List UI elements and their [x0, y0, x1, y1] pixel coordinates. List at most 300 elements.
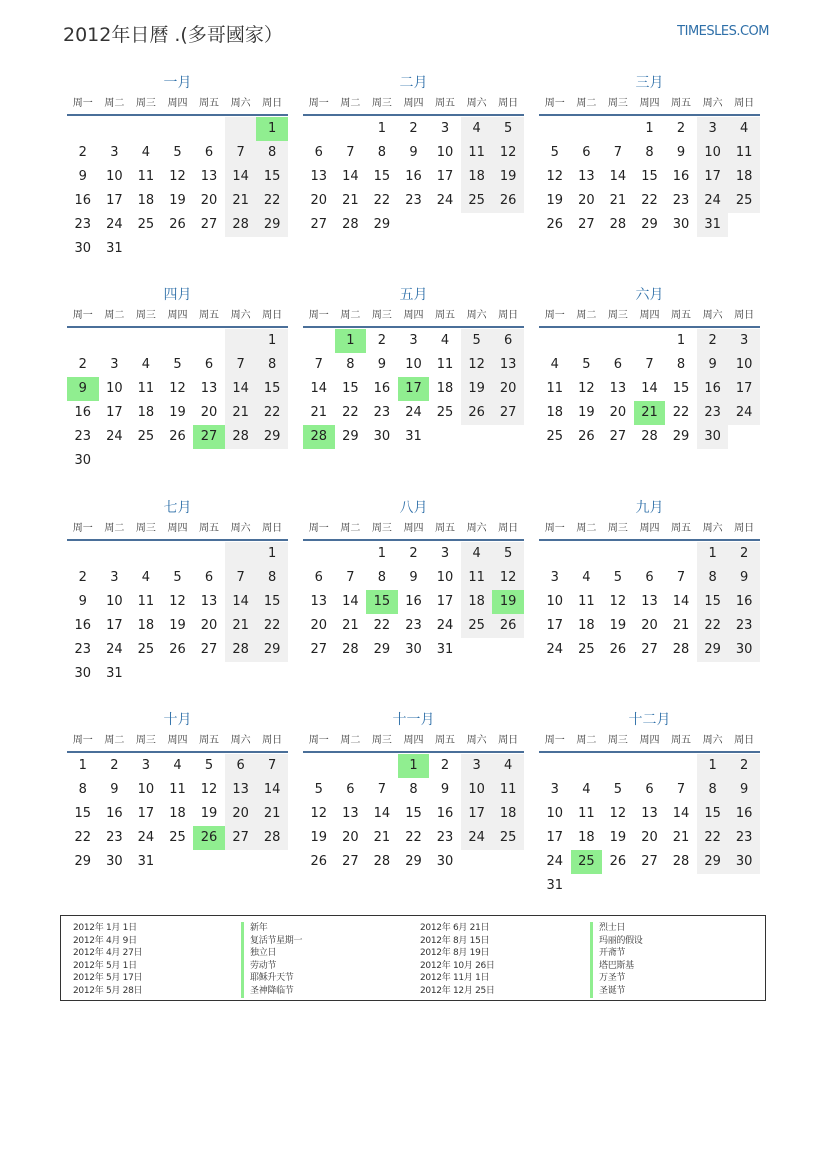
day-cell[interactable]: 3: [697, 117, 729, 141]
day-cell[interactable]: 15: [256, 165, 288, 189]
day-cell[interactable]: 28: [256, 826, 288, 850]
day-cell[interactable]: 21: [225, 189, 257, 213]
day-cell[interactable]: 31: [137, 854, 155, 869]
day-cell[interactable]: 25: [571, 850, 603, 874]
day-cell[interactable]: 31: [436, 642, 454, 657]
day-cell[interactable]: 16: [373, 381, 391, 396]
day-cell[interactable]: 2: [728, 754, 760, 778]
day-cell[interactable]: 20: [225, 802, 257, 826]
day-cell[interactable]: 5: [550, 145, 559, 160]
day-cell[interactable]: 12: [492, 141, 524, 165]
day-cell[interactable]: 2: [78, 570, 87, 585]
day-cell[interactable]: 7: [256, 754, 288, 778]
day-cell[interactable]: 25: [461, 614, 493, 638]
day-cell[interactable]: 28: [342, 217, 359, 232]
day-cell[interactable]: 12: [609, 806, 627, 821]
day-cell[interactable]: 4: [461, 542, 493, 566]
day-cell[interactable]: 30: [74, 666, 92, 681]
day-cell[interactable]: 14: [641, 381, 658, 396]
day-cell[interactable]: 3: [550, 570, 559, 585]
day-cell[interactable]: 14: [225, 590, 257, 614]
day-cell[interactable]: 27: [578, 217, 595, 232]
day-cell[interactable]: 28: [225, 425, 257, 449]
day-cell[interactable]: 19: [609, 618, 627, 633]
day-cell[interactable]: 11: [578, 594, 595, 609]
day-cell[interactable]: 12: [169, 594, 186, 609]
day-cell[interactable]: 16: [74, 618, 92, 633]
day-cell[interactable]: 8: [256, 353, 288, 377]
day-cell[interactable]: 20: [200, 618, 218, 633]
day-cell[interactable]: 22: [697, 826, 729, 850]
day-cell[interactable]: 9: [377, 357, 387, 372]
day-cell[interactable]: 22: [405, 830, 422, 845]
day-cell[interactable]: 12: [578, 381, 595, 396]
day-cell[interactable]: 27: [641, 854, 658, 869]
day-cell[interactable]: 28: [225, 213, 257, 237]
day-cell[interactable]: 19: [492, 165, 524, 189]
day-cell[interactable]: 18: [546, 405, 564, 420]
day-cell[interactable]: 9: [409, 145, 418, 160]
day-cell[interactable]: 5: [173, 145, 182, 160]
day-cell[interactable]: 24: [436, 193, 454, 208]
day-cell[interactable]: 30: [405, 642, 422, 657]
day-cell[interactable]: 15: [74, 806, 92, 821]
day-cell[interactable]: 22: [256, 401, 288, 425]
day-cell[interactable]: 25: [492, 826, 524, 850]
day-cell[interactable]: 17: [461, 802, 493, 826]
day-cell[interactable]: 19: [609, 830, 627, 845]
day-cell[interactable]: 26: [169, 217, 186, 232]
day-cell[interactable]: 29: [672, 429, 690, 444]
day-cell[interactable]: 20: [200, 193, 218, 208]
day-cell[interactable]: 9: [110, 782, 119, 797]
day-cell[interactable]: 25: [728, 189, 760, 213]
day-cell[interactable]: 15: [697, 590, 729, 614]
day-cell[interactable]: 23: [697, 401, 729, 425]
day-cell[interactable]: 9: [78, 169, 87, 184]
day-cell[interactable]: 19: [169, 405, 186, 420]
day-cell[interactable]: 16: [436, 806, 454, 821]
day-cell[interactable]: 5: [613, 570, 623, 585]
day-cell[interactable]: 11: [728, 141, 760, 165]
day-cell[interactable]: 10: [697, 141, 729, 165]
day-cell[interactable]: 29: [697, 638, 729, 662]
day-cell[interactable]: 31: [546, 878, 564, 893]
day-cell[interactable]: 7: [225, 141, 257, 165]
day-cell[interactable]: 2: [78, 145, 87, 160]
day-cell[interactable]: 27: [200, 642, 218, 657]
day-cell[interactable]: 25: [461, 189, 493, 213]
day-cell[interactable]: 4: [461, 117, 493, 141]
day-cell[interactable]: 1: [377, 546, 387, 561]
day-cell[interactable]: 21: [672, 830, 690, 845]
day-cell[interactable]: 12: [200, 782, 218, 797]
day-cell[interactable]: 7: [645, 357, 654, 372]
day-cell[interactable]: 18: [578, 618, 595, 633]
day-cell[interactable]: 21: [342, 193, 359, 208]
day-cell[interactable]: 19: [169, 618, 186, 633]
day-cell[interactable]: 10: [546, 594, 564, 609]
day-cell[interactable]: 5: [173, 570, 182, 585]
day-cell[interactable]: 29: [256, 425, 288, 449]
day-cell[interactable]: 6: [346, 782, 355, 797]
day-cell[interactable]: 20: [200, 405, 218, 420]
day-cell[interactable]: 15: [405, 806, 422, 821]
day-cell[interactable]: 11: [461, 141, 493, 165]
day-cell[interactable]: 10: [728, 353, 760, 377]
day-cell[interactable]: 1: [335, 329, 367, 353]
day-cell[interactable]: 21: [672, 618, 690, 633]
day-cell[interactable]: 6: [613, 357, 623, 372]
day-cell[interactable]: 20: [492, 377, 524, 401]
day-cell[interactable]: 4: [141, 357, 151, 372]
day-cell[interactable]: 14: [342, 169, 359, 184]
day-cell[interactable]: 17: [137, 806, 155, 821]
day-cell[interactable]: 24: [137, 830, 155, 845]
day-cell[interactable]: 10: [436, 145, 454, 160]
day-cell[interactable]: 16: [728, 590, 760, 614]
day-cell[interactable]: 26: [578, 429, 595, 444]
day-cell[interactable]: 14: [609, 169, 627, 184]
day-cell[interactable]: 2: [440, 758, 450, 773]
day-cell[interactable]: 14: [672, 806, 690, 821]
day-cell[interactable]: 15: [373, 169, 391, 184]
day-cell[interactable]: 19: [200, 806, 218, 821]
day-cell[interactable]: 9: [728, 778, 760, 802]
day-cell[interactable]: 23: [373, 405, 391, 420]
day-cell[interactable]: 19: [169, 193, 186, 208]
day-cell[interactable]: 3: [409, 333, 418, 348]
day-cell[interactable]: 27: [342, 854, 359, 869]
day-cell[interactable]: 18: [578, 830, 595, 845]
day-cell[interactable]: 17: [728, 377, 760, 401]
day-cell[interactable]: 16: [697, 377, 729, 401]
day-cell[interactable]: 29: [256, 213, 288, 237]
day-cell[interactable]: 27: [200, 217, 218, 232]
day-cell[interactable]: 10: [546, 806, 564, 821]
day-cell[interactable]: 3: [440, 546, 450, 561]
day-cell[interactable]: 6: [314, 570, 323, 585]
day-cell[interactable]: 5: [314, 782, 323, 797]
day-cell[interactable]: 2: [697, 329, 729, 353]
day-cell[interactable]: 5: [613, 782, 623, 797]
day-cell[interactable]: 25: [436, 405, 454, 420]
day-cell[interactable]: 3: [110, 357, 119, 372]
day-cell[interactable]: 5: [461, 329, 493, 353]
day-cell[interactable]: 6: [204, 357, 214, 372]
day-cell[interactable]: 20: [641, 830, 658, 845]
day-cell[interactable]: 31: [697, 213, 729, 237]
day-cell[interactable]: 5: [492, 117, 524, 141]
day-cell[interactable]: 30: [74, 241, 92, 256]
day-cell[interactable]: 14: [342, 594, 359, 609]
day-cell[interactable]: 16: [672, 169, 690, 184]
day-cell[interactable]: 24: [546, 854, 564, 869]
day-cell[interactable]: 30: [74, 453, 92, 468]
day-cell[interactable]: 17: [697, 165, 729, 189]
day-cell[interactable]: 25: [578, 642, 595, 657]
day-cell[interactable]: 13: [492, 353, 524, 377]
day-cell[interactable]: 3: [440, 121, 450, 136]
day-cell[interactable]: 26: [310, 854, 328, 869]
day-cell[interactable]: 30: [728, 638, 760, 662]
day-cell[interactable]: 29: [405, 854, 422, 869]
day-cell[interactable]: 10: [106, 594, 123, 609]
day-cell[interactable]: 3: [141, 758, 151, 773]
day-cell[interactable]: 22: [74, 830, 92, 845]
day-cell[interactable]: 20: [609, 405, 627, 420]
day-cell[interactable]: 13: [225, 778, 257, 802]
day-cell[interactable]: 29: [373, 642, 391, 657]
day-cell[interactable]: 28: [641, 429, 658, 444]
day-cell[interactable]: 4: [492, 754, 524, 778]
day-cell[interactable]: 24: [546, 642, 564, 657]
day-cell[interactable]: 27: [609, 429, 627, 444]
day-cell[interactable]: 22: [256, 189, 288, 213]
day-cell[interactable]: 18: [436, 381, 454, 396]
day-cell[interactable]: 14: [373, 806, 391, 821]
day-cell[interactable]: 6: [645, 782, 654, 797]
day-cell[interactable]: 25: [137, 429, 155, 444]
day-cell[interactable]: 13: [200, 594, 218, 609]
day-cell[interactable]: 29: [373, 217, 391, 232]
day-cell[interactable]: 10: [106, 169, 123, 184]
day-cell[interactable]: 4: [173, 758, 182, 773]
day-cell[interactable]: 1: [256, 329, 288, 353]
day-cell[interactable]: 13: [641, 806, 658, 821]
day-cell[interactable]: 17: [106, 618, 123, 633]
day-cell[interactable]: 12: [492, 566, 524, 590]
day-cell[interactable]: 20: [641, 618, 658, 633]
day-cell[interactable]: 8: [256, 141, 288, 165]
day-cell[interactable]: 2: [377, 333, 387, 348]
day-cell[interactable]: 13: [310, 594, 328, 609]
day-cell[interactable]: 13: [578, 169, 595, 184]
day-cell[interactable]: 24: [728, 401, 760, 425]
site-link[interactable]: TIMESLES.COM: [677, 24, 769, 39]
day-cell[interactable]: 7: [225, 566, 257, 590]
day-cell[interactable]: 4: [550, 357, 559, 372]
day-cell[interactable]: 2: [728, 542, 760, 566]
day-cell[interactable]: 5: [204, 758, 214, 773]
day-cell[interactable]: 28: [373, 854, 391, 869]
day-cell[interactable]: 30: [697, 425, 729, 449]
day-cell[interactable]: 18: [137, 405, 155, 420]
day-cell[interactable]: 1: [676, 333, 686, 348]
day-cell[interactable]: 26: [169, 642, 186, 657]
day-cell[interactable]: 26: [169, 429, 186, 444]
day-cell[interactable]: 10: [436, 570, 454, 585]
day-cell[interactable]: 29: [256, 638, 288, 662]
day-cell[interactable]: 30: [373, 429, 391, 444]
day-cell[interactable]: 19: [546, 193, 564, 208]
day-cell[interactable]: 15: [256, 377, 288, 401]
day-cell[interactable]: 18: [461, 590, 493, 614]
day-cell[interactable]: 3: [461, 754, 493, 778]
day-cell[interactable]: 12: [461, 353, 493, 377]
day-cell[interactable]: 14: [310, 381, 328, 396]
day-cell[interactable]: 27: [492, 401, 524, 425]
day-cell[interactable]: 14: [225, 377, 257, 401]
day-cell[interactable]: 25: [137, 642, 155, 657]
day-cell[interactable]: 30: [436, 854, 454, 869]
day-cell[interactable]: 26: [609, 642, 627, 657]
day-cell[interactable]: 8: [697, 778, 729, 802]
day-cell[interactable]: 16: [405, 169, 422, 184]
day-cell[interactable]: 23: [405, 618, 422, 633]
day-cell[interactable]: 4: [141, 570, 151, 585]
day-cell[interactable]: 24: [461, 826, 493, 850]
day-cell[interactable]: 13: [641, 594, 658, 609]
day-cell[interactable]: 16: [74, 193, 92, 208]
day-cell[interactable]: 26: [609, 854, 627, 869]
day-cell[interactable]: 21: [609, 193, 627, 208]
day-cell[interactable]: 19: [578, 405, 595, 420]
day-cell[interactable]: 17: [398, 377, 430, 401]
day-cell[interactable]: 15: [672, 381, 690, 396]
day-cell[interactable]: 1: [256, 117, 288, 141]
day-cell[interactable]: 13: [200, 169, 218, 184]
day-cell[interactable]: 9: [697, 353, 729, 377]
day-cell[interactable]: 1: [377, 121, 387, 136]
day-cell[interactable]: 13: [310, 169, 328, 184]
day-cell[interactable]: 17: [106, 405, 123, 420]
day-cell[interactable]: 21: [256, 802, 288, 826]
day-cell[interactable]: 7: [346, 570, 355, 585]
day-cell[interactable]: 2: [409, 121, 418, 136]
day-cell[interactable]: 6: [645, 570, 654, 585]
day-cell[interactable]: 11: [137, 381, 155, 396]
day-cell[interactable]: 8: [645, 145, 654, 160]
day-cell[interactable]: 23: [74, 642, 92, 657]
day-cell[interactable]: 12: [169, 169, 186, 184]
day-cell[interactable]: 26: [193, 826, 225, 850]
day-cell[interactable]: 28: [672, 854, 690, 869]
day-cell[interactable]: 23: [672, 193, 690, 208]
day-cell[interactable]: 10: [405, 357, 422, 372]
day-cell[interactable]: 5: [173, 357, 182, 372]
day-cell[interactable]: 19: [310, 830, 328, 845]
day-cell[interactable]: 23: [74, 429, 92, 444]
day-cell[interactable]: 23: [436, 830, 454, 845]
day-cell[interactable]: 16: [106, 806, 123, 821]
day-cell[interactable]: 10: [137, 782, 155, 797]
day-cell[interactable]: 8: [346, 357, 355, 372]
day-cell[interactable]: 6: [314, 145, 323, 160]
day-cell[interactable]: 17: [436, 169, 454, 184]
day-cell[interactable]: 7: [346, 145, 355, 160]
day-cell[interactable]: 24: [106, 642, 123, 657]
day-cell[interactable]: 1: [78, 758, 87, 773]
day-cell[interactable]: 11: [546, 381, 564, 396]
day-cell[interactable]: 2: [676, 121, 686, 136]
day-cell[interactable]: 23: [74, 217, 92, 232]
day-cell[interactable]: 26: [492, 189, 524, 213]
day-cell[interactable]: 8: [256, 566, 288, 590]
day-cell[interactable]: 26: [461, 401, 493, 425]
day-cell[interactable]: 31: [106, 241, 123, 256]
day-cell[interactable]: 5: [582, 357, 591, 372]
day-cell[interactable]: 24: [697, 189, 729, 213]
day-cell[interactable]: 13: [342, 806, 359, 821]
day-cell[interactable]: 1: [645, 121, 654, 136]
day-cell[interactable]: 8: [409, 782, 418, 797]
day-cell[interactable]: 29: [342, 429, 359, 444]
day-cell[interactable]: 27: [193, 425, 225, 449]
day-cell[interactable]: 4: [440, 333, 450, 348]
day-cell[interactable]: 18: [137, 193, 155, 208]
day-cell[interactable]: 18: [492, 802, 524, 826]
day-cell[interactable]: 12: [310, 806, 328, 821]
day-cell[interactable]: 18: [728, 165, 760, 189]
day-cell[interactable]: 12: [609, 594, 627, 609]
day-cell[interactable]: 13: [609, 381, 627, 396]
day-cell[interactable]: 31: [405, 429, 422, 444]
day-cell[interactable]: 2: [110, 758, 119, 773]
day-cell[interactable]: 28: [609, 217, 627, 232]
day-cell[interactable]: 7: [613, 145, 623, 160]
day-cell[interactable]: 9: [67, 377, 99, 401]
day-cell[interactable]: 23: [106, 830, 123, 845]
day-cell[interactable]: 30: [106, 854, 123, 869]
day-cell[interactable]: 28: [672, 642, 690, 657]
day-cell[interactable]: 18: [169, 806, 186, 821]
day-cell[interactable]: 11: [169, 782, 186, 797]
day-cell[interactable]: 17: [436, 594, 454, 609]
day-cell[interactable]: 21: [310, 405, 328, 420]
day-cell[interactable]: 6: [204, 145, 214, 160]
day-cell[interactable]: 15: [697, 802, 729, 826]
day-cell[interactable]: 2: [409, 546, 418, 561]
day-cell[interactable]: 28: [225, 638, 257, 662]
day-cell[interactable]: 24: [106, 217, 123, 232]
day-cell[interactable]: 30: [672, 217, 690, 232]
day-cell[interactable]: 6: [582, 145, 591, 160]
day-cell[interactable]: 6: [204, 570, 214, 585]
day-cell[interactable]: 4: [728, 117, 760, 141]
day-cell[interactable]: 27: [310, 217, 328, 232]
day-cell[interactable]: 5: [492, 542, 524, 566]
day-cell[interactable]: 9: [78, 594, 87, 609]
day-cell[interactable]: 23: [728, 826, 760, 850]
day-cell[interactable]: 9: [676, 145, 686, 160]
day-cell[interactable]: 21: [225, 614, 257, 638]
day-cell[interactable]: 22: [373, 618, 391, 633]
day-cell[interactable]: 3: [110, 570, 119, 585]
day-cell[interactable]: 12: [546, 169, 564, 184]
day-cell[interactable]: 27: [225, 826, 257, 850]
day-cell[interactable]: 4: [141, 145, 151, 160]
day-cell[interactable]: 30: [728, 850, 760, 874]
day-cell[interactable]: 1: [697, 542, 729, 566]
day-cell[interactable]: 24: [405, 405, 422, 420]
day-cell[interactable]: 21: [225, 401, 257, 425]
day-cell[interactable]: 4: [582, 570, 591, 585]
day-cell[interactable]: 2: [78, 357, 87, 372]
day-cell[interactable]: 28: [342, 642, 359, 657]
day-cell[interactable]: 12: [169, 381, 186, 396]
day-cell[interactable]: 14: [256, 778, 288, 802]
day-cell[interactable]: 16: [74, 405, 92, 420]
day-cell[interactable]: 25: [546, 429, 564, 444]
day-cell[interactable]: 22: [373, 193, 391, 208]
day-cell[interactable]: 29: [74, 854, 92, 869]
day-cell[interactable]: 19: [492, 590, 524, 614]
day-cell[interactable]: 15: [641, 169, 658, 184]
day-cell[interactable]: 18: [461, 165, 493, 189]
day-cell[interactable]: 11: [492, 778, 524, 802]
day-cell[interactable]: 7: [676, 570, 686, 585]
